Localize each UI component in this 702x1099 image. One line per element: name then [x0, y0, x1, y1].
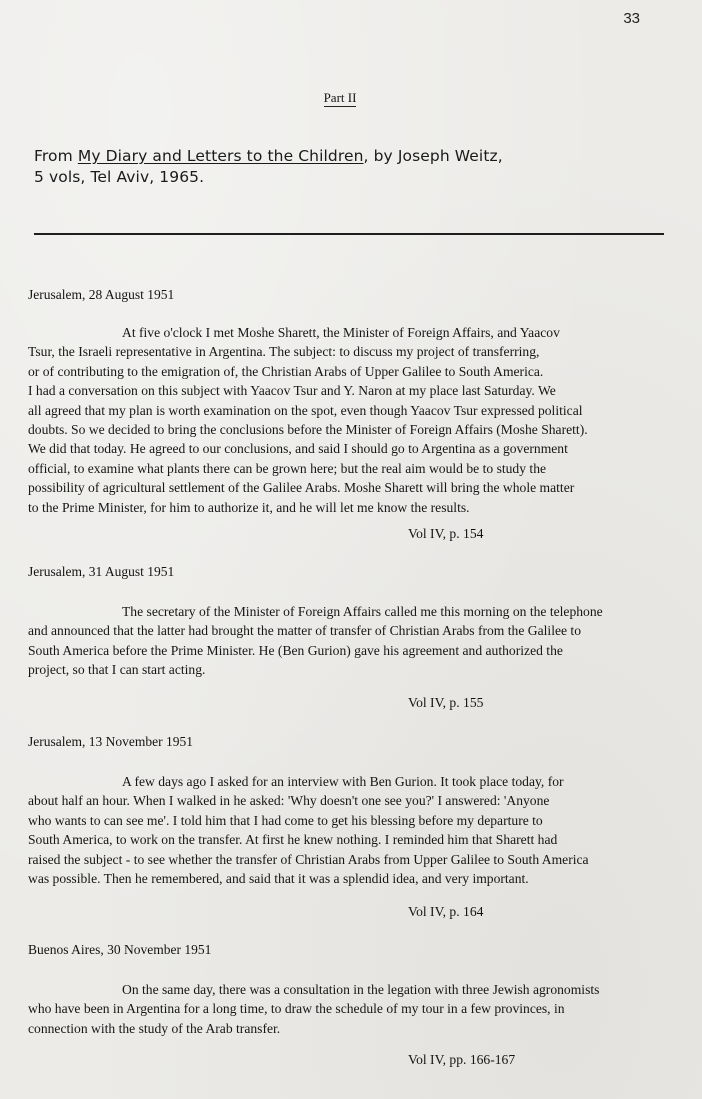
volume-citation: Vol IV, p. 155: [408, 695, 484, 710]
source-author: , by Joseph Weitz,: [363, 147, 503, 165]
part-heading: [0, 90, 702, 106]
entry-line: official, to examine what plants there can be grown here; but the real aim would be to study the: [28, 460, 547, 476]
volume-citation: Vol IV, p. 154: [408, 526, 484, 541]
entry-body: [28, 602, 696, 680]
part-heading-text: Part II: [323, 90, 357, 105]
entry-body: [28, 980, 696, 1038]
entry-date: Jerusalem, 28 August 1951: [28, 287, 175, 302]
entry-line: We did that today. He agreed to our conclusions, and said I should go to Argentina as a government: [28, 441, 568, 457]
entry-line: about half an hour. When I walked in he asked: 'Why doesn't one see you?' I answered: 'Anyone: [28, 793, 550, 809]
entry-line: doubts. So we decided to bring the conclusions before the Minister of Foreign Affairs (Moshe Sharett).: [28, 422, 588, 438]
entry-line: possibility of agricultural settlement of the Galilee Arabs. Moshe Sharett will bring the whole matter: [28, 480, 575, 496]
entry-line: I had a conversation on this subject with Yaacov Tsur and Y. Naron at my place last Saturday. We: [28, 383, 556, 399]
volume-citation: Vol IV, pp. 166-167: [408, 1052, 516, 1067]
entry-line: At five o'clock I met Moshe Sharett, the Minister of Foreign Affairs, and Yaacov: [122, 325, 560, 340]
source-citation: [34, 146, 674, 188]
source-publication: 5 vols, Tel Aviv, 1965.: [34, 168, 205, 186]
entry-line: and announced that the latter had brought the matter of transfer of Christian Arabs from the Galilee to: [28, 623, 582, 639]
entry-line: who wants to can see me'. I told him that I had come to get his blessing before my departure to: [28, 812, 543, 828]
entry-line: who have been in Argentina for a long time, to draw the schedule of my tour in a few provinces, in: [28, 1001, 565, 1017]
volume-citation: Vol IV, p. 164: [408, 904, 484, 919]
entry-line: raised the subject - to see whether the transfer of Christian Arabs from Upper Galilee to South America: [28, 851, 589, 867]
entry-line: The secretary of the Minister of Foreign Affairs called me this morning on the telephone: [122, 604, 603, 619]
entry-line: project, so that I can start acting.: [28, 662, 206, 678]
entry-date: Buenos Aires, 30 November 1951: [28, 942, 212, 957]
entry-line: On the same day, there was a consultation in the legation with three Jewish agronomists: [122, 982, 600, 997]
entry-line: South America, to work on the transfer. At first he knew nothing. I reminded him that Sharett had: [28, 832, 558, 848]
entry-line: was possible. Then he remembered, and said that it was a splendid idea, and very important.: [28, 871, 529, 887]
entry-line: Tsur, the Israeli representative in Argentina. The subject: to discuss my project of transferring,: [28, 344, 540, 360]
entry-date: Jerusalem, 31 August 1951: [28, 564, 175, 579]
source-book-title: My Diary and Letters to the Children: [77, 147, 364, 165]
entry-line: connection with the study of the Arab transfer.: [28, 1020, 281, 1036]
entry-line: South America before the Prime Minister. He (Ben Gurion) gave his agreement and authorized the: [28, 642, 563, 658]
entry-line: all agreed that my plan is worth examination on the spot, even though Yaacov Tsur expressed political: [28, 402, 583, 418]
entry-body: [28, 323, 696, 517]
page-number: 33: [623, 10, 640, 27]
entry-body: [28, 772, 696, 888]
entry-date: Jerusalem, 13 November 1951: [28, 734, 193, 749]
horizontal-rule: [34, 233, 664, 235]
entry-line: to the Prime Minister, for him to authorize it, and he will let me know the results.: [28, 499, 470, 515]
source-prefix: From: [34, 147, 78, 165]
entry-line: or of contributing to the emigration of, the Christian Arabs of Upper Galilee to South America.: [28, 363, 544, 379]
entry-line: A few days ago I asked for an interview with Ben Gurion. It took place today, for: [122, 774, 564, 789]
